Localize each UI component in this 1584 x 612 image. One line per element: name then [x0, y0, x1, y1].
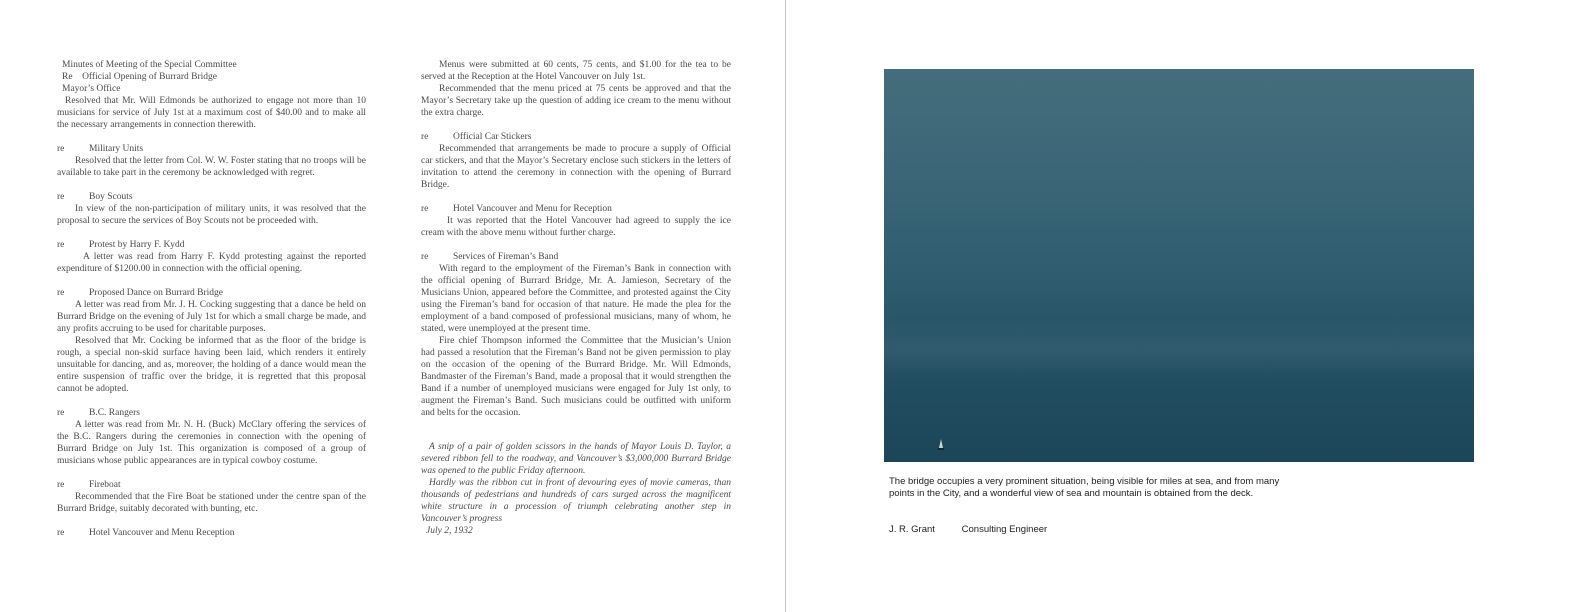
office-line: Mayor’s Office: [62, 84, 121, 94]
re-label: re: [57, 192, 65, 202]
section-boy-scouts: [57, 191, 366, 227]
re-label: re: [57, 408, 65, 418]
section-body: With regard to the employment of the Fireman’s Bank in connection with the official opening of Burrard Bridge, Mr. A. Jamieson, Secretary of the Musicians Union, appeared before the Committee, and protested against the City using the Fireman’s band for occasion of that nature. He made the plea for the employment of a band composed of professional musicians, many of whom, he stated, were unemployed at the present time.: [421, 264, 731, 334]
middle-text-column: [421, 59, 731, 537]
re-label: re: [421, 252, 429, 262]
section-body: In view of the non-participation of military units, it was resolved that the proposal to secure the services of Boy Scouts not be proceeded with.: [57, 204, 366, 226]
left-text-column: [57, 59, 366, 539]
section-title: Hotel Vancouver and Menu for Reception: [453, 204, 612, 214]
page-divider: [785, 0, 786, 612]
section-body: Resolved that the letter from Col. W. W. Foster stating that no troops will be available to take part in the ceremony be acknowledged with regret.: [57, 156, 366, 178]
re-label: re: [57, 480, 65, 490]
intro-resolution: Resolved that Mr. Will Edmonds be authorized to engage not more than 10 musicians for service of July 1st at a maximum cost of $40.00 and to make all the necessary arrangements in connection therewith.: [57, 96, 366, 130]
quote-paragraph: Hardly was the ribbon cut in front of devouring eyes of movie cameras, than thousands of pedestrians and hundreds of cars surged across the magnificent white structure in a procession of triumph celebrating another step in Vancouver’s progress: [421, 478, 731, 524]
subject-text: Official Opening of Burrard Bridge: [82, 72, 217, 82]
section-military-units: [57, 143, 366, 179]
section-body: It was reported that the Hotel Vancouver had agreed to supply the ice cream with the above menu without further charge.: [421, 216, 731, 238]
section-body: A letter was read from Mr. J. H. Cocking suggesting that a dance be held on Burrard Bridge on the evening of July 1st for which a small charge be made, and any profits accruing to be used for charitable purposes.: [57, 300, 366, 334]
sailboat-icon: [938, 439, 944, 451]
section-rangers: [57, 407, 366, 467]
section-car-stickers: [421, 131, 731, 191]
section-body: A letter was read from Mr. N. H. (Buck) McClary offering the services of the B.C. Rangers during the ceremonies in connection with the opening of Burrard Bridge on July 1st. This organization is composed of a group of musicians whose public appearances are in typical cowboy costume.: [57, 420, 366, 466]
newspaper-quote: [421, 441, 731, 525]
minutes-title: Minutes of Meeting of the Special Committee: [62, 60, 237, 70]
re-label: re: [57, 144, 65, 154]
re-label: re: [57, 240, 65, 250]
section-title: Services of Fireman’s Band: [453, 252, 559, 262]
section-title: Military Units: [89, 144, 144, 154]
section-title: B.C. Rangers: [89, 408, 140, 418]
sea-photo: [884, 69, 1474, 462]
section-title: Fireboat: [89, 480, 121, 490]
signature-title: Consulting Engineer: [961, 524, 1048, 535]
photo-caption: [884, 476, 1284, 500]
signature: [889, 524, 1047, 536]
section-body: Resolved that Mr. Cocking be informed that as the floor of the bridge is rough, a special non-skid surface having been laid, which renders it entirely unsuitable for dancing, and as, moreover, the holding of a dance would mean the entire suspension of traffic over the bridge, it is regretted that this proposal cannot be adopted.: [57, 336, 366, 394]
re-label: re: [57, 288, 65, 298]
menus-recommendation: Recommended that the menu priced at 75 cents be approved and that the Mayor’s Secretary take up the question of adding ice cream to the menu without the extra charge.: [421, 84, 731, 118]
section-hotel-menu: [57, 527, 366, 539]
section-protest: [57, 239, 366, 275]
section-title: Official Car Stickers: [453, 132, 532, 142]
quote-paragraph: A snip of a pair of golden scissors in the hands of Mayor Louis D. Taylor, a severed ribbon fell to the roadway, and Vancouver’s $3,000,000 Burrard Bridge was opened to the public Friday afternoon.: [421, 442, 731, 476]
re-label: re: [421, 132, 429, 142]
section-body: Recommended that the Fire Boat be stationed under the centre span of the Burrard Bridge, suitably decorated with bunting, etc.: [57, 492, 366, 514]
caption-text: The bridge occupies a very prominent situation, being visible for miles at sea, and from many points in the City, and a wonderful view of sea and mountain is obtained from the deck.: [889, 476, 1280, 499]
mountain-haze: [884, 319, 1474, 379]
section-body: Fire chief Thompson informed the Committee that the Musician’s Union had passed a resolution that the Fireman’s Band not be given permission to play on the occasion of the opening of the Burrard Bridge. Mr. Will Edmonds, Bandmaster of the Fireman’s Band, made a proposal that it would strengthen the Band if a number of unemployed musicians were engaged for July 1st only, to augment the Fireman’s Band. Such musicians could be outfitted with uniform and belts for the occasion.: [421, 336, 731, 418]
re-label: re: [57, 528, 65, 538]
section-body: Recommended that arrangements be made to procure a supply of Official car stickers, and that the Mayor’s Secretary enclose such stickers in the letters of invitation to attend the ceremony in connection with the opening of Burrard Bridge.: [421, 144, 731, 190]
section-fireboat: [57, 479, 366, 515]
section-hotel-reception: [421, 203, 731, 239]
section-title: Proposed Dance on Burrard Bridge: [89, 288, 224, 298]
section-title: Hotel Vancouver and Menu Reception: [89, 528, 235, 538]
quote-date: July 2, 1932: [426, 526, 473, 536]
menus-paragraph: Menus were submitted at 60 cents, 75 cents, and $1.00 for the tea to be served at the Reception at the Hotel Vancouver on July 1st.: [421, 60, 731, 82]
section-dance: [57, 287, 366, 395]
signature-name: J. R. Grant: [889, 524, 935, 535]
section-title: Boy Scouts: [89, 192, 133, 202]
section-title: Protest by Harry F. Kydd: [89, 240, 185, 250]
subject-re: Re: [62, 72, 73, 82]
section-firemans-band: [421, 251, 731, 419]
section-body: A letter was read from Harry F. Kydd protesting against the reported expenditure of $1200.00 in connection with the official opening.: [57, 252, 366, 274]
re-label: re: [421, 204, 429, 214]
subject-line: [57, 71, 366, 83]
